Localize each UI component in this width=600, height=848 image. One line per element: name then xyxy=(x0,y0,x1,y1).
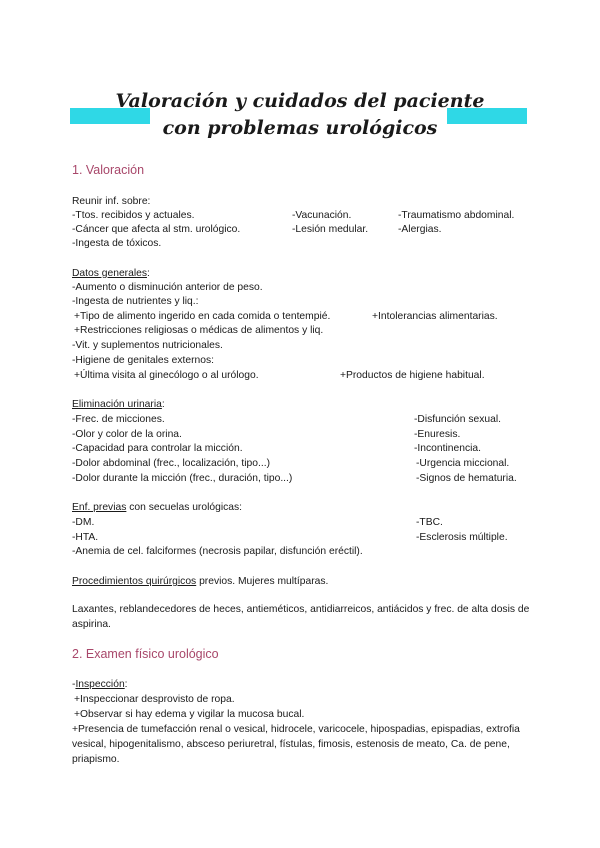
list-item: +Tipo de alimento ingerido en cada comida o tentempié. xyxy=(74,311,331,322)
section-heading-valoracion: 1. Valoración xyxy=(72,163,145,177)
list-item: -Vit. y suplementos nutricionales. xyxy=(72,340,223,351)
list-item: +Intolerancias alimentarias. xyxy=(372,311,498,322)
list-item: -Esclerosis múltiple. xyxy=(416,532,508,543)
datos-generales-colon: : xyxy=(146,268,150,279)
inspeccion-title: Inspección xyxy=(75,679,125,690)
list-item: -Signos de hematuria. xyxy=(416,473,517,484)
list-item: -Vacunación. xyxy=(292,210,352,221)
eliminacion-title: Eliminación urinaria xyxy=(72,399,162,410)
datos-generales-title: Datos generales xyxy=(72,268,147,279)
list-item: -Capacidad para controlar la micción. xyxy=(72,443,243,454)
procedimientos-line xyxy=(72,575,328,588)
list-item: -Anemia de cel. falciformes (necrosis papilar, disfunción eréctil). xyxy=(72,546,363,557)
page-title-line1: Valoración y cuidados del paciente xyxy=(115,90,485,112)
enf-previas-heading xyxy=(72,501,242,514)
list-item: -Dolor abdominal (frec., localización, tipo...) xyxy=(72,458,271,469)
list-item: +Inspeccionar desprovisto de ropa. xyxy=(74,694,235,705)
list-item: -Ingesta de nutrientes y liq.: xyxy=(72,296,199,307)
list-item: +Presencia de tumefacción renal o vesical, hidrocele, varicocele, hipospadias, epispadias, extrofia vesical, hipogenitalismo, absceso periuretral, fístulas, fimosis, estenosis de meato, Ca. de pene, priapismo. xyxy=(72,724,520,765)
list-item: -Dolor durante la micción (frec., duración, tipo...) xyxy=(72,473,293,484)
list-item: +Restricciones religiosas o médicas de alimentos y liq. xyxy=(74,325,324,336)
list-item: -Olor y color de la orina. xyxy=(72,429,182,440)
eliminacion-colon: : xyxy=(161,399,165,410)
procedimientos-title: Procedimientos quirúrgicos xyxy=(72,576,197,587)
datos-generales-heading xyxy=(72,267,150,280)
list-item: -Higiene de genitales externos: xyxy=(72,355,214,366)
procedimientos-rest: previos. Mujeres multíparas. xyxy=(196,576,329,587)
list-item: -Ttos. recibidos y actuales. xyxy=(72,210,195,221)
list-item: -Cáncer que afecta al stm. urológico. xyxy=(72,224,241,235)
list-item: -DM. xyxy=(72,517,95,528)
list-item: -Incontinencia. xyxy=(414,443,481,454)
inspeccion-colon: : xyxy=(124,679,128,690)
page-title-line2: con problemas urológicos xyxy=(162,117,438,139)
list-item: +Observar si hay edema y vigilar la mucosa bucal. xyxy=(74,709,305,720)
list-item: -Aumento o disminución anterior de peso. xyxy=(72,282,263,293)
section-heading-examen: 2. Examen físico urológico xyxy=(72,647,219,661)
laxantes-paragraph: Laxantes, reblandecedores de heces, antieméticos, antidiarreicos, antiácidos y frec. de alta dosis de aspirina. xyxy=(72,604,530,630)
enf-previas-title: Enf. previas xyxy=(72,502,127,513)
list-item: -Enuresis. xyxy=(414,429,461,440)
list-item: -TBC. xyxy=(416,517,443,528)
list-item: -HTA. xyxy=(72,532,99,543)
inspeccion-prefix: - xyxy=(72,679,76,690)
list-item: -Frec. de micciones. xyxy=(72,414,165,425)
eliminacion-heading xyxy=(72,398,165,411)
reunir-label: Reunir inf. sobre: xyxy=(72,196,151,207)
list-item: -Urgencia miccional. xyxy=(416,458,510,469)
list-item: -Disfunción sexual. xyxy=(414,414,501,425)
enf-previas-rest: con secuelas urológicas: xyxy=(126,502,242,513)
list-item: -Alergias. xyxy=(398,224,442,235)
list-item: -Traumatismo abdominal. xyxy=(398,210,515,221)
list-item: -Lesión medular. xyxy=(292,224,369,235)
list-item: +Productos de higiene habitual. xyxy=(340,370,485,381)
list-item: +Última visita al ginecólogo o al urólogo. xyxy=(74,370,259,381)
inspeccion-heading xyxy=(72,678,128,691)
list-item: -Ingesta de tóxicos. xyxy=(72,238,162,249)
